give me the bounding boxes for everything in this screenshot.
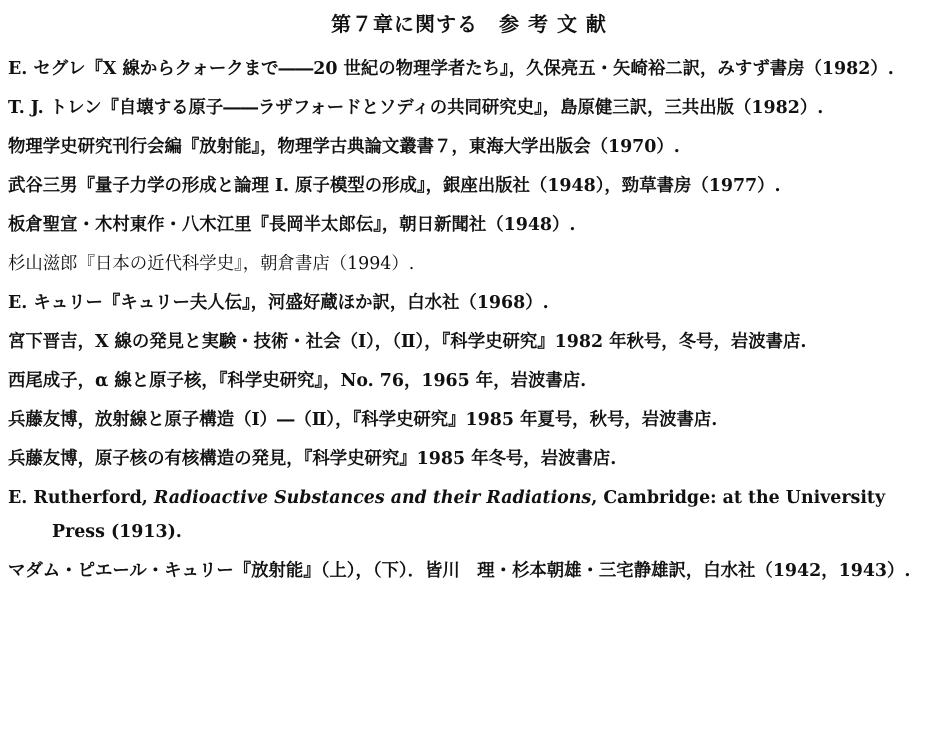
reference-item (0, 403, 938, 437)
reference-item (0, 130, 938, 164)
reference-text: E. キュリー『キュリー夫人伝』，河盛好蔵ほか訳，白水社（1968）. (8, 293, 549, 313)
reference-item (0, 52, 938, 86)
reference-text: 物理学史研究刊行会編『放射能』，物理学古典論文叢書７，東海大学出版会（1970）. (8, 137, 680, 157)
reference-item (0, 247, 938, 281)
reference-text: 西尾成子，α 線と原子核，『科学史研究』，No. 76，1965 年，岩波書店. (8, 371, 587, 391)
reference-item (0, 442, 938, 476)
reference-text: T. J. トレン『自壊する原子――ラザフォードとソディの共同研究史』，島原健三訳，三共出版（1982）. (8, 98, 824, 118)
reference-publisher: , Cambridge: at the University Press (1913). (52, 488, 886, 542)
reference-list (0, 52, 938, 593)
reference-item (0, 91, 938, 125)
reference-item (0, 554, 938, 588)
reference-item (0, 208, 938, 242)
reference-text: 兵藤友博，放射線と原子構造（Ⅰ）―（Ⅱ），『科学史研究』1985 年夏号，秋号，岩波書店. (8, 410, 718, 430)
page-title: 第７章に関する 参 考 文 献 (331, 12, 607, 36)
reference-text: マダム・ピエール・キュリー『放射能』（上），（下）．皆川 理・杉本朝雄・三宅静雄訳，白水社（1942，1943）. (8, 561, 911, 581)
reference-item (0, 481, 938, 549)
reference-item (0, 325, 938, 359)
reference-author: E. Rutherford, (8, 488, 154, 508)
reference-text: 宮下晋吉，X 線の発見と実験・技術・社会（Ⅰ），（Ⅱ），『科学史研究』1982 年秋号，冬号，岩波書店. (8, 332, 807, 352)
reference-text: 兵藤友博，原子核の有核構造の発見，『科学史研究』1985 年冬号，岩波書店. (8, 449, 617, 469)
reference-book-title: Radioactive Substances and their Radiations (153, 488, 592, 508)
reference-text: 板倉聖宣・木村東作・八木江里『長岡半太郎伝』，朝日新聞社（1948）. (8, 215, 576, 235)
reference-text: 武谷三男『量子力学の形成と論理 I. 原子模型の形成』，銀座出版社（1948），勁草書房（1977）. (8, 176, 781, 196)
reference-text: E. セグレ『X 線からクォークまで――20 世紀の物理学者たち』，久保亮五・矢崎裕二訳，みすず書房（1982）. (8, 59, 894, 79)
reference-text: 杉山滋郎『日本の近代科学史』，朝倉書店（1994）. (8, 254, 415, 274)
reference-item (0, 364, 938, 398)
reference-item (0, 286, 938, 320)
reference-item (0, 169, 938, 203)
